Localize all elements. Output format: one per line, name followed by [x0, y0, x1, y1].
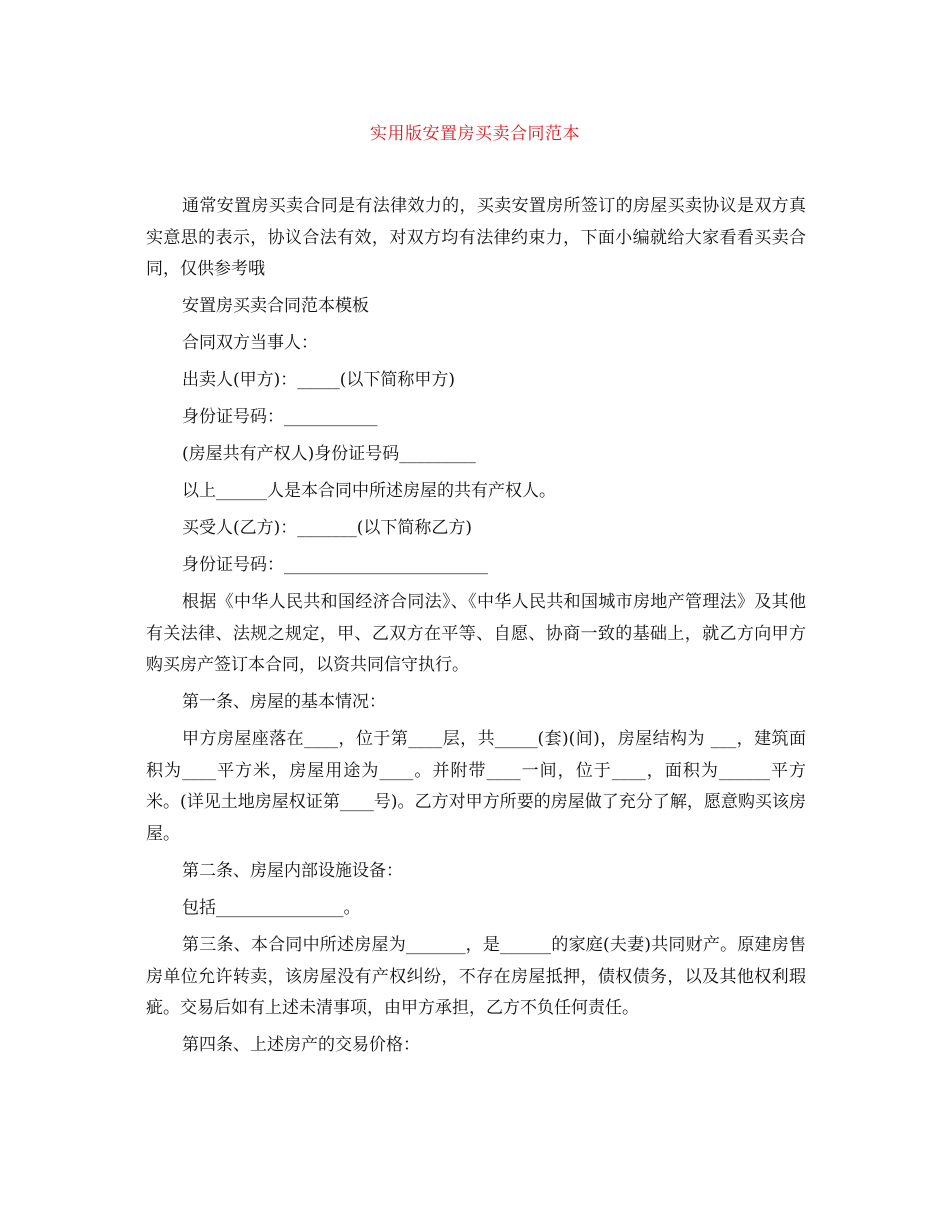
paragraph-article-3: 第三条、本合同中所述房屋为_______，是______的家庭(夫妻)共同财产。原建房售房单位允许转卖，该房屋没有产权纠纷，不存在房屋抵押，债权债务，以及其他权利瑕疵。交易后如有上述未清事项，由甲方承担，乙方不负任何责任。 — [146, 934, 806, 1019]
paragraph-buyer-id: 身份证号码：________________________ — [182, 555, 488, 576]
paragraph-article-1-heading: 第一条、房屋的基本情况： — [182, 692, 386, 713]
paragraph-article-2-body: 包括_______________。 — [182, 897, 361, 918]
paragraph-template-heading: 安置房买卖合同范本模板 — [182, 296, 369, 317]
paragraph-buyer: 买受人(乙方)：_______(以下简称乙方) — [182, 518, 473, 539]
paragraph-article-4-heading: 第四条、上述房产的交易价格： — [182, 1035, 420, 1056]
paragraph-article-1-body: 甲方房屋座落在____，位于第____层，共_____(套)(间)，房屋结构为 ___，建筑面积为____平方米，房屋用途为____。并附带____一间，位于____，面积为______平方米。(详见土地房屋权证第____号)。乙方对甲方所要的房屋做了充分了解，愿意购买该房屋。 — [146, 729, 806, 844]
paragraph-seller-id: 身份证号码：___________ — [182, 407, 378, 428]
document-title: 实用版安置房买卖合同范本 — [370, 124, 580, 144]
paragraph-legal-basis: 根据《中华人民共和国经济合同法》、《中华人民共和国城市房地产管理法》及其他有关法律、法规之规定，甲、乙双方在平等、自愿、协商一致的基础上，就乙方向甲方购买房产签订本合同，以资共同信守执行。 — [146, 592, 806, 676]
paragraph-article-2-heading: 第二条、房屋内部设施设备： — [182, 860, 403, 881]
document-body — [146, 191, 806, 1067]
paragraph-coowners: 以上______人是本合同中所述房屋的共有产权人。 — [182, 481, 556, 502]
paragraph-parties-heading: 合同双方当事人： — [182, 333, 318, 354]
paragraph-intro: 通常安置房买卖合同是有法律效力的，买卖安置房所签订的房屋买卖协议是双方真实意思的表示，协议合法有效，对双方均有法律约束力，下面小编就给大家看看买卖合同，仅供参考哦 — [146, 196, 806, 280]
paragraph-seller: 出卖人(甲方)：_____(以下简称甲方) — [182, 370, 456, 391]
paragraph-coowner-id: (房屋共有产权人)身份证号码_________ — [182, 444, 476, 465]
